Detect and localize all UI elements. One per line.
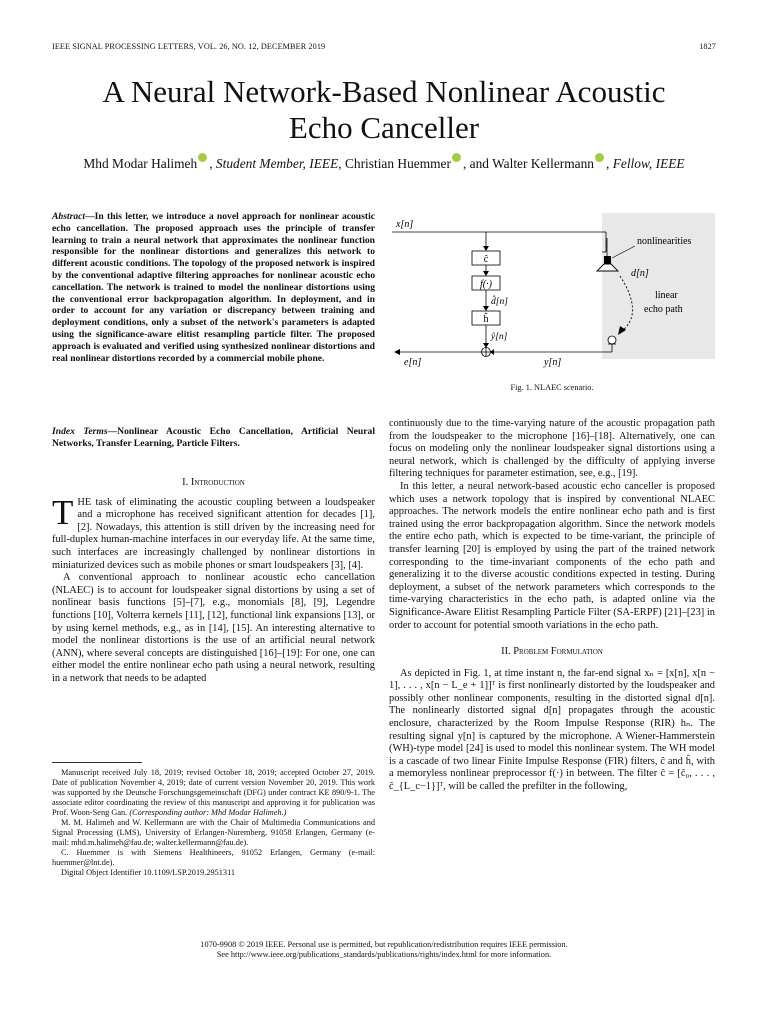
- footnote-doi[interactable]: Digital Object Identifier 10.1109/LSP.2019.2951311: [61, 868, 236, 877]
- title-line-1: A Neural Network-Based Nonlinear Acoustic: [102, 74, 666, 109]
- label-nonlinearities: nonlinearities: [637, 236, 692, 247]
- title-line-2: Echo Canceller: [288, 110, 480, 145]
- right-paragraph-1: continuously due to the time-varying nature of the acoustic propagation path from the loudspeaker to the microphone [16]–[18]. Alternatively, one can focus on modeling only the nonlinear loudspeaker signal distortions using a neural network, which is challenged by the difficulty of applying inverse filtering techniques for parameter estimation, see, e.g., [19].: [389, 418, 715, 480]
- section-heading: [52, 477, 375, 490]
- section-title: Introduction: [190, 477, 245, 488]
- intro-paragraph-1: [52, 492, 375, 573]
- footnote-affil-1: M. M. Halimeh and W. Kellermann are with the Chair of Multimedia Communications and Signal Processing (LMS), University of Erlangen-Nuremberg, 91058 Erlangen, Germany (e-mail: mhd.m.halimeh@fau.de; walter.kellermann@fau.de).: [52, 818, 375, 847]
- footnote-manuscript: [52, 768, 375, 818]
- label-e: e[n]: [404, 357, 422, 368]
- index-terms: [52, 426, 375, 450]
- corresponding-author: (Corresponding author: Mhd Modar Halimeh.): [129, 808, 287, 817]
- author-3-role: Fellow, IEEE: [612, 156, 685, 171]
- section-number: I.: [182, 477, 189, 488]
- abstract: [52, 211, 375, 364]
- author-1: Mhd Modar Halimeh: [83, 156, 198, 171]
- copyright-line-2[interactable]: See http://www.ieee.org/publications_standards/publications/rights/index.html for more information.: [216, 950, 552, 960]
- section-heading-2: [389, 646, 715, 659]
- label-yhat: ŷ[n]: [491, 332, 508, 342]
- running-header: [52, 42, 716, 51]
- abstract-text: —In this letter, we introduce a novel approach for nonlinear acoustic echo cancellation. The proposed approach uses the principle of transfer learning to train a neural network that approximates the nonlinear function responsible for the nonlinear distortions and generalizes this network to different acoustic conditions. The topology of the proposed network is inspired by the conventional adaptive filtering approaches for nonlinear acoustic echo cancellation. The network is trained to model the nonlinear distortions using the conventional error backpropagation algorithm. In deployment, and in order to account for any variation or discrepancy between training and deployment conditions, only a subset of the network's parameters is adapted using the significance-aware elitist resampling particle filter. The proposed approach is evaluated and verified using synthesized nonlinear distortions and real nonlinear distortions recorded by a commercial mobile phone.: [52, 211, 375, 364]
- label-echo-path: echo path: [644, 304, 683, 315]
- abstract-label: Abstract: [52, 211, 86, 222]
- section-introduction: [52, 477, 375, 686]
- author-2: Christian Huemmer: [344, 156, 451, 171]
- footnote-rule: [52, 762, 142, 763]
- footnote-affil-2: C. Huemmer is with Siemens Healthineers, 91052 Erlangen, Germany (e-mail: huemmer@lnt.de).: [52, 848, 375, 867]
- label-dhat: d̂[n]: [491, 297, 508, 307]
- copyright-line-1: 1070-9908 © 2019 IEEE. Personal use is permitted, but republication/redistribution requires IEEE permission.: [200, 940, 568, 949]
- journal-name: IEEE SIGNAL PROCESSING LETTERS, VOL. 26, NO. 12, DECEMBER 2019: [52, 42, 326, 51]
- label-linear: linear: [655, 290, 678, 301]
- section-title-2: Problem Formulation: [513, 646, 603, 658]
- nlaec-diagram: [392, 213, 715, 378]
- right-paragraph-2: In this letter, a neural network-based acoustic echo canceller is proposed which uses a network topology that is inspired by conventional NLAEC approaches. The network models the entire nonlinear echo path and is first trained using the error backpropagation algorithm. Since the network models the entire echo path, which is expected to be time-variant, the principle of transfer learning [20] is employed by using the part of the trained network corresponding to the time-invariant components of the echo path and generalizing it to the diverse acoustic conditions expected in testing. During deployment, a subset of the network parameters which corresponds to the time-varying characteristics in the echo path, is adapted online via the Significance-Aware Elitist Resampling Particle Filter (SA-ERPF) [21]–[23] in order to account for potential smooth variations in the echo path.: [389, 480, 715, 631]
- label-f: f(·): [480, 279, 492, 290]
- orcid-icon[interactable]: [595, 153, 604, 162]
- copyright-notice: [0, 940, 768, 961]
- orcid-icon[interactable]: [198, 153, 207, 162]
- label-y: y[n]: [544, 357, 562, 368]
- label-d: d[n]: [631, 268, 649, 279]
- page-number: 1827: [699, 42, 716, 51]
- intro-paragraph-2: A conventional approach to nonlinear acoustic echo cancellation (NLAEC) is to account for loudspeaker signal distortions by using a set of nonlinear basis functions [5]–[7], e.g., monomials [8], [9], Legendre functions [10], Volterra kernels [11], [12], functional link expansions [13], or by using kernel methods, e.g., as in [14], [15]. An interesting alternative to model the nonlinear distortions is the use of an artificial neural network (ANN), where several concepts are distinguished [16]–[19]: For one, one can either model the entire nonlinear echo path using a neural network, resulting in a network that needs to be adapted: [52, 572, 375, 684]
- orcid-icon[interactable]: [452, 153, 461, 162]
- microphone-icon: [608, 336, 616, 344]
- author-3: and Walter Kellermann: [469, 156, 595, 171]
- label-c: ĉ: [483, 254, 489, 265]
- enclosure-shade: [602, 213, 715, 359]
- index-terms-text: —Nonlinear Acoustic Echo Cancellation, Artificial Neural Networks, Transfer Learning, Particle Filters.: [52, 426, 375, 449]
- author-line: Mhd Modar Halimeh , Student Member, IEEE, Christian Huemmer , and Walter Kellermann , Fellow, IEEE: [0, 153, 768, 172]
- section-number-2: II.: [501, 646, 511, 658]
- paper-title: [0, 74, 768, 146]
- footnotes: [52, 768, 375, 878]
- author-1-role: Student Member, IEEE: [215, 156, 339, 171]
- figure-caption: Fig. 1. NLAEC scenario.: [510, 383, 594, 392]
- drop-cap: T: [52, 492, 74, 532]
- right-column: [389, 418, 715, 794]
- footnote-text: Manuscript received July 18, 2019; revised October 18, 2019; accepted October 27, 2019. Date of publication November 4, 2019; date of current version November 20, 2019. This work was supported by the Deutsche Forschungsgemeinschaft (DFG) under contract KE 890/9-1. The associate editor coordinating the review of this manuscript and approving it for publication was Prof. Woon-Seng Gan.: [52, 768, 375, 817]
- intro-text-1: HE task of eliminating the acoustic coupling between a loudspeaker and a microphone has received significant attention for decades [1], [2]. Nowadays, this attention is still driven by the increasing need for full-duplex human-machine interfaces in our everyday life. At the same time, such interfaces are increasingly challenged by nonlinear distortions in miniaturized devices such as mobile phones or smart loudspeakers [3], [4].: [52, 496, 375, 571]
- problem-paragraph-1: As depicted in Fig. 1, at time instant n, the far-end signal xₙ = [x[n], x[n − 1], . . . , x[n − L_e + 1]]ᵀ is first nonlinearly distorted by the loudspeaker and possibly other nonlinear components, resulting in the distorted signal d[n]. The nonlinearly distorted signal d[n] propagates through the acoustic enclosure, characterized by the Room Impulse Response (RIR) hₙ. The resulting signal y[n] is captured by the microphone. A Wiener-Hammerstein (WH)-type model [24] is used to model this nonlinear system. The WH model is a cascade of two linear Finite Impulse Response (FIR) filters, ĉ and ĥ, with a memoryless nonlinear preprocessor f(·) in between. The filter ĉ = [ĉ₀, . . . , ĉ_{L_c−1}]ᵀ, will be called the prefilter in the following,: [389, 667, 715, 793]
- label-x: x[n]: [396, 219, 414, 230]
- index-terms-label: Index Terms: [52, 426, 108, 437]
- label-h: ĥ: [483, 314, 489, 325]
